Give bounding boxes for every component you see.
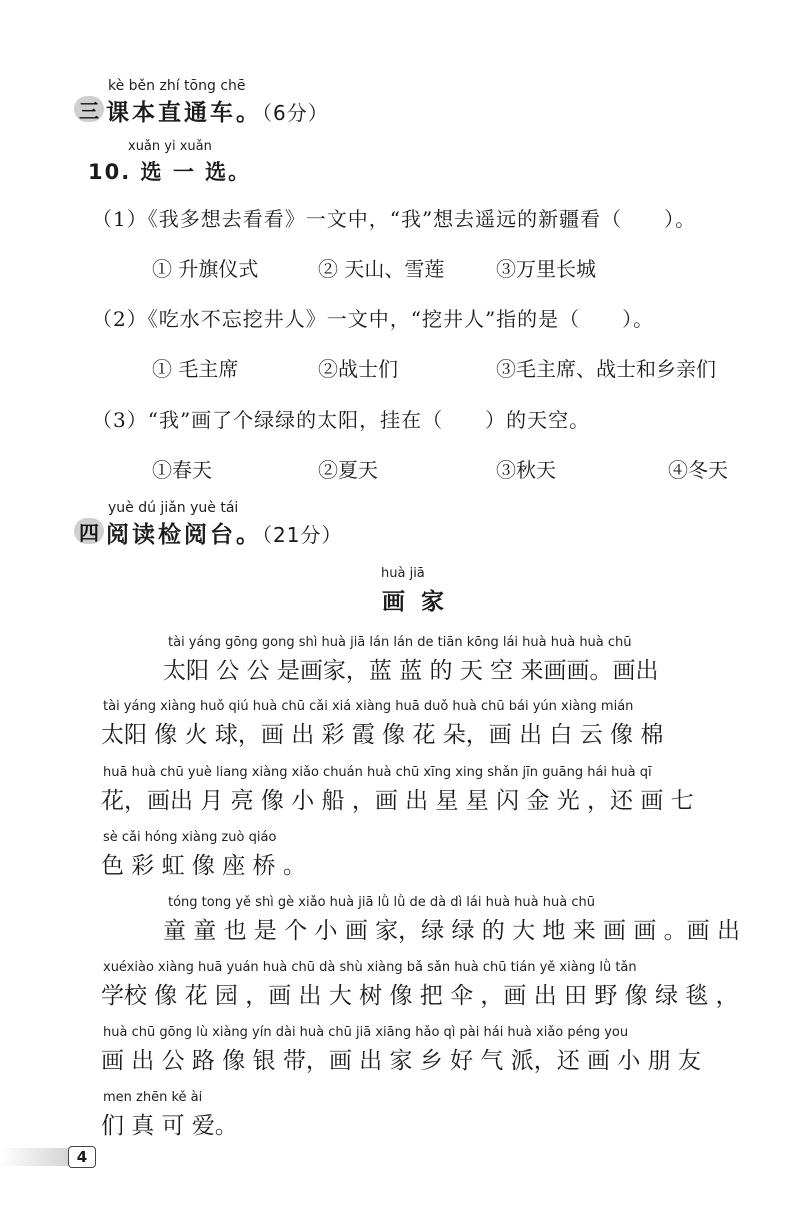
poem-title: 画 家	[382, 588, 449, 615]
section3-title: 课本直通车。	[106, 100, 262, 126]
q10-2-text: （2）《吃水不忘挖井人》一文中，“挖井人”指的是（ ）。	[92, 307, 655, 331]
section4-title: 阅读检阅台。	[106, 522, 262, 548]
q10-3-option-4: ④冬天	[668, 458, 728, 482]
poem-line-7-pinyin: huà chū gōng lù xiàng yín dài huà chū jiā xiāng hǎo qì pài hái huà xiǎo péng you	[103, 1025, 629, 1040]
q10-3-option-1: ①春天	[152, 458, 212, 482]
poem-line-8: 们 真 可 爱。	[101, 1113, 238, 1139]
q10-pinyin: xuǎn yi xuǎn	[128, 139, 212, 154]
poem-line-6-pinyin: xuéxiào xiàng huā yuán huà chū dà shù xiàng bǎ sǎn huà chū tián yě xiàng lǜ tǎn	[103, 960, 637, 975]
q10-title: 10. 选 一 选。	[88, 160, 252, 184]
poem-line-6: 学校 像 花 园 ，画 出 大 树 像 把 伞 ，画 出 田 野 像 绿 毯 ，	[101, 983, 739, 1009]
section4-pinyin: yuè dú jiǎn yuè tái	[108, 500, 239, 516]
poem-line-2: 太阳 像 火 球，画 出 彩 霞 像 花 朵，画 出 白 云 像 棉	[101, 722, 664, 748]
q10-3-text: （3）“我”画了个绿绿的太阳，挂在（ ）的天空。	[92, 408, 591, 432]
q10-2-option-1: ① 毛主席	[152, 357, 239, 381]
section3-heading	[106, 94, 329, 127]
q10-1-option-3: ③万里长城	[496, 257, 596, 281]
poem-line-3-pinyin: huā huà chū yuè liang xiàng xiǎo chuán huà chū xīng xing shǎn jīn guāng hái huà qī	[103, 765, 652, 780]
poem-line-4: 色 彩 虹 像 座 桥 。	[101, 853, 306, 879]
poem-line-5-pinyin: tóng tong yě shì gè xiǎo huà jiā lǜ lǜ de dà dì lái huà huà huà chū	[168, 895, 595, 910]
poem-line-8-pinyin: men zhēn kě ài	[103, 1090, 203, 1105]
page-number-bar	[0, 1148, 70, 1166]
q10-1-option-2: ② 天山、雪莲	[318, 257, 445, 281]
q10-1-option-1: ① 升旗仪式	[152, 257, 259, 281]
poem-line-1: 太阳 公 公 是画家，蓝 蓝 的 天 空 来画画。画出	[163, 658, 659, 684]
poem-line-7: 画 出 公 路 像 银 带，画 出 家 乡 好 气 派，还 画 小 朋 友	[101, 1048, 701, 1074]
section4-score: （21分）	[262, 523, 343, 547]
poem-line-2-pinyin: tài yáng xiàng huǒ qiú huà chū cǎi xiá xiàng huā duǒ huà chū bái yún xiàng mián	[103, 699, 634, 714]
section3-badge: 三	[74, 96, 104, 122]
poem-line-1-pinyin: tài yáng gōng gong shì huà jiā lán lán de tiān kōng lái huà huà huà chū	[168, 635, 632, 650]
section4-heading	[106, 516, 342, 549]
q10-2-option-2: ②战士们	[318, 357, 398, 381]
q10-2-option-3: ③毛主席、战士和乡亲们	[496, 357, 716, 381]
q10-3-option-2: ②夏天	[318, 458, 378, 482]
section4-badge: 四	[74, 518, 104, 544]
poem-line-5: 童 童 也 是 个 小 画 家，绿 绿 的 大 地 来 画 画 。画 出	[163, 918, 740, 944]
poem-line-4-pinyin: sè cǎi hóng xiàng zuò qiáo	[103, 830, 277, 845]
section3-pinyin: kè běn zhí tōng chē	[108, 78, 246, 94]
page-number: 4	[68, 1146, 96, 1168]
q10-3-option-3: ③秋天	[496, 458, 556, 482]
poem-title-pinyin: huà jiā	[381, 566, 425, 581]
q10-1-text: （1）《我多想去看看》一文中，“我”想去遥远的新疆看（ ）。	[92, 207, 697, 231]
poem-line-3: 花，画出 月 亮 像 小 船 ，画 出 星 星 闪 金 光 ，还 画 七	[101, 788, 694, 814]
section3-score: （6分）	[262, 101, 329, 125]
